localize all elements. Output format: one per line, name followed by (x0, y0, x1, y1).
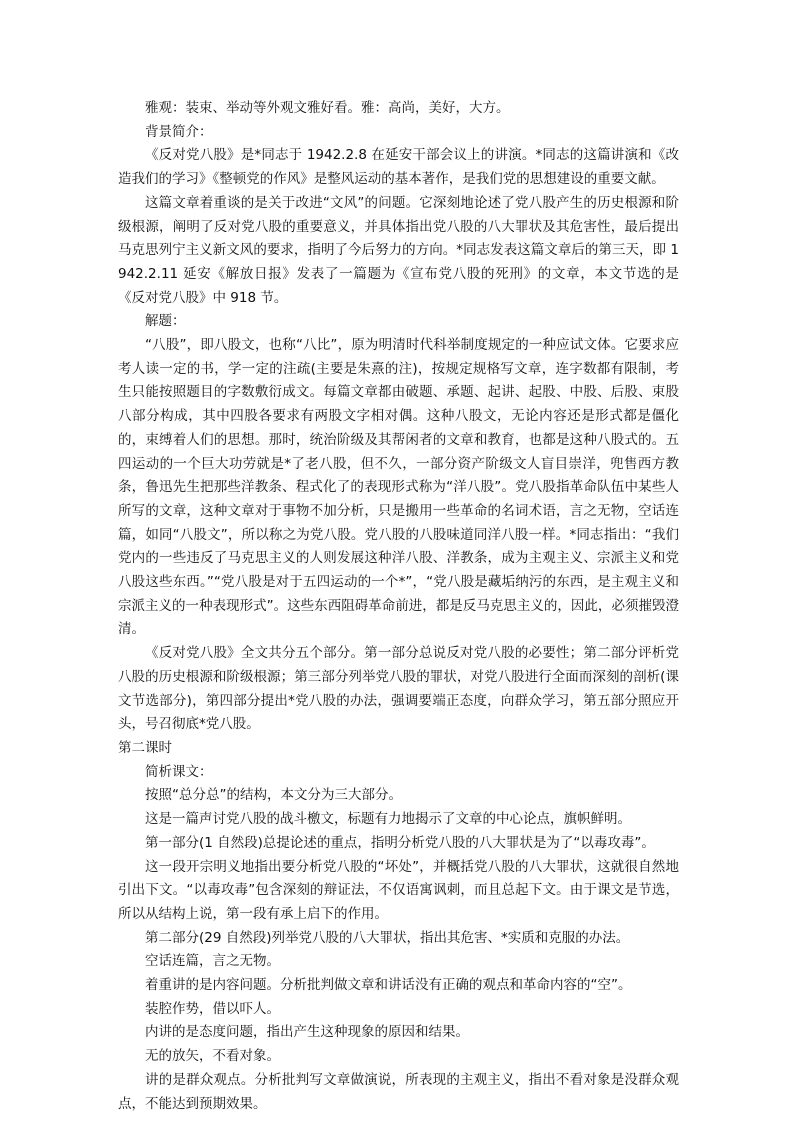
paragraph-part-two: 第二部分(29 自然段)列举党八股的八大罪状，指出其危害、*实质和克服的办法。 (145, 929, 630, 946)
paragraph-part-one-analysis: 这一段开宗明义地指出要分析党八股的“坏处”，并概括党八股的八大罪状，这就很自然地引出下文。“以毒攻毒”包含深刻的辩证法，不仅语寓讽刺，而且总起下文。由于课文是节选，所以从结构上说，第一段有承上启下的作用。 (118, 858, 679, 922)
list-item-crime-3-analysis: 讲的是群众观点。分析批判写文章做演说，所表现的主观主义，指出不看对象是没群众观点，不能达到预期效果。 (118, 1071, 679, 1112)
list-item-crime-2-analysis: 内讲的是态度问题，指出产生这种现象的原因和结果。 (145, 1024, 469, 1041)
paragraph-background-detail: 这篇文章着重谈的是关于改进“文风”的问题。它深刻地论述了党八股产生的历史根源和阶级根源，阐明了反对党八股的重要意义，并具体指出党八股的八大罪状及其危害性，最后提出马克思列宁主义新文风的要求，指明了今后努力的方向。*同志发表这篇文章后的第三天，即 1942.2.11 延安《解放日报》发表了一篇题为《宣布党八股的死刑》的文章，本文节选的是《反对党八股》中 918 节。 (118, 194, 679, 306)
paragraph-part-one: 第一部分(1 自然段)总提论述的重点，指明分析党八股的八大罪状是为了“以毒攻毒”。 (145, 834, 655, 851)
paragraph-structure-three-parts: 按照“总分总”的结构，本文分为三大部分。 (145, 787, 402, 804)
paragraph-background-intro: 《反对党八股》是*同志于 1942.2.8 在延安干部会议上的讲演。*同志的这篇讲演和《改造我们的学习》《整顿党的作风》是整风运动的基本著作，是我们党的思想建设的重要文献。 (118, 147, 679, 188)
section-label-title-explanation: 解题： (145, 313, 186, 330)
paragraph-title-analysis: 这是一篇声讨党八股的战斗檄文，标题有力地揭示了文章的中心论点，旗帜鲜明。 (145, 811, 631, 828)
list-item-crime-3: 无的放矢，不看对象。 (145, 1048, 280, 1065)
paragraph-definition-yaguan: 雅观：装束、举动等外观文雅好看。雅：高尚，美好，大方。 (145, 100, 510, 116)
list-item-crime-1-analysis: 着重讲的是内容问题。分析批判做文章和讲话没有正确的观点和革命内容的“空”。 (145, 977, 632, 994)
document-body (118, 97, 679, 1116)
section-label-text-analysis: 简析课文： (145, 763, 213, 780)
paragraph-structure-overview: 《反对党八股》全文共分五个部分。第一部分总说反对党八股的必要性；第二部分评析党八股的历史根源和阶级根源；第三部分列举党八股的罪状，对党八股进行全面而深刻的剖析(课文节选部分)，第四部分提出*党八股的办法，强调要端正态度，向群众学习，第五部分照应开头，号召彻底*党八股。 (118, 645, 679, 733)
section-label-background: 背景简介： (145, 123, 213, 140)
list-item-crime-2: 装腔作势，借以吓人。 (145, 1000, 280, 1017)
list-item-crime-1: 空话连篇，言之无物。 (145, 953, 280, 970)
paragraph-bagu-explanation: “八股”，即八股文，也称“八比”，原为明清时代科举制度规定的一种应试文体。它要求应考人读一定的书，学一定的注疏(主要是朱熹的注)，按规定规格写文章，连字数都有限制，考生只能按照题目的字数敷衍成文。每篇文章都由破题、承题、起讲、起股、中股、后股、束股八部分构成，其中四股各要求有两股文字相对偶。这种八股文，无论内容还是形式都是僵化的，束缚着人们的思想。那时，统治阶级及其帮闲者的文章和教育，也都是这种八股式的。五四运动的一个巨大功劳就是*了老八股，但不久，一部分资产阶级文人盲目崇洋，兜售西方教条，鲁迅先生把那些洋教条、程式化了的表现形式称为“洋八股”。党八股指革命队伍中某些人所写的文章，这种文章对于事物不加分析，只是搬用一些革命的名词术语，言之无物，空话连篇，如同“八股文”，所以称之为党八股。党八股的八股味道同洋八股一样。*同志指出：“我们党内的一些违反了马克思主义的人则发展这种洋八股、洋教条，成为主观主义、宗派主义和党八股这些东西。”“党八股是对于五四运动的一个*”，“党八股是藏垢纳污的东西，是主观主义和宗派主义的一种表现形式”。这些东西阻碍革命前进，都是反马克思主义的，因此，必须摧毁澄清。 (118, 337, 679, 638)
lesson-heading-second-period: 第二课时 (118, 739, 172, 756)
